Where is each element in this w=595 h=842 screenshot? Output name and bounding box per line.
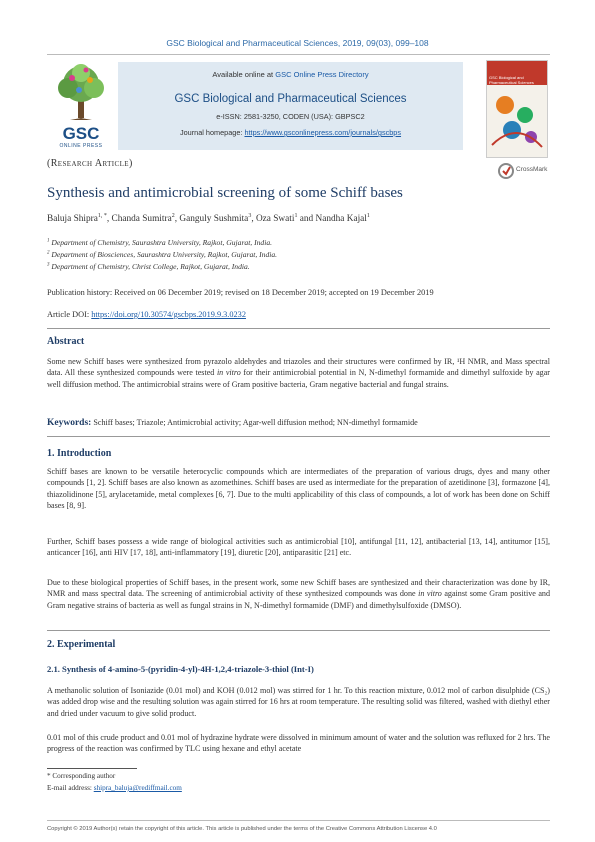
intro-paragraph: Schiff bases are known to be versatile heterocyclic compounds which are intermediates of the preparation of various drugs, dyes and many other compounds [1, 2]. Schiff bases are also known as azomethines. Schiff bases are used as intermediate for the preparation of azetidinone [3], formazone [4], thiazolidinone [5], arylacetamide, metal complexes [6, 7]. Due to the multi applicability of this class of compounds, a lot of work has been done on Schiff bases [8, 9]. — [47, 467, 550, 510]
running-header: GSC Biological and Pharmaceutical Sciences, 2019, 09(03), 099–108 — [166, 38, 429, 48]
author: Nandha Kajal — [315, 214, 367, 225]
intro-paragraph: Due to these biological properties of Schiff bases, in the present work, some new Schiff bases are synthesized and their characterization was done by IR, NMR and mass spectral data. The screening of antimicrobial activity of these synthesized compounds was done in vitro against some Gram positive and Gram negative strains of bacteria as well as fungal strains in N, N-dimethyl formamide (DMF) and dimethylsulfoxide (DMSO). — [47, 578, 551, 610]
article-type: (Research Article) — [47, 158, 133, 169]
article-title: Synthesis and antimicrobial screening of some Schiff bases — [47, 185, 403, 201]
author: Baluja Shipra — [47, 214, 98, 225]
email-address: E-mail address: shipra_baluja@rediffmail.com — [47, 784, 182, 792]
corresponding-author: * Corresponding author — [47, 772, 116, 780]
section-heading-introduction: 1. Introduction — [47, 448, 112, 459]
header-divider — [47, 54, 550, 55]
keywords-divider — [47, 436, 550, 437]
abstract-divider — [47, 328, 550, 329]
copyright-divider — [47, 820, 550, 821]
abstract-heading: Abstract — [47, 336, 85, 347]
logo-text: GSC — [62, 124, 100, 143]
author: Oza Swati — [255, 214, 295, 225]
available-online: Available online at GSC Online Press Directory — [212, 70, 369, 79]
journal-homepage: Journal homepage: https://www.gsconlinepress.com/journals/gscbps — [179, 128, 402, 137]
crossmark-label: CrossMark — [516, 166, 548, 173]
homepage-link[interactable]: https://www.gsconlinepress.com/journals/gscbps — [244, 128, 402, 137]
section-heading-experimental: 2. Experimental — [47, 639, 116, 650]
keywords: Keywords: Schiff bases; Triazole; Antimicrobial activity; Agar-well diffusion method; NN-dimethyl formamide — [47, 418, 418, 428]
journal-issn: e-ISSN: 2581-3250, CODEN (USA): GBPSC2 — [216, 112, 365, 121]
affiliation: $^3$ Department of Chemistry, Christ College, Rajkot, Gujarat, India. — [47, 262, 250, 271]
footnote-rule — [47, 768, 137, 769]
author: Chanda Sumitra — [111, 214, 172, 225]
cover-title: GSC Biological and Pharmaceutical Sciences — [487, 75, 547, 85]
doi-link[interactable]: https://doi.org/10.30574/gscbps.2019.9.3.0232 — [91, 310, 246, 319]
affiliation: $^2$ Department of Biosciences, Saurashtra University, Rajkot, Gujarat, India. — [47, 250, 278, 259]
affiliation: $^1$ Department of Chemistry, Saurashtra University, Rajkot, Gujarat, India. — [47, 238, 273, 247]
crossmark-badge[interactable] — [498, 160, 548, 187]
author-list: Baluja Shipra$^{1, *}$, Chanda Sumitra$^2$, Ganguly Sushmita$^3$, Oza Swati$^1$ and Nandha Kajal$^1$ — [47, 213, 370, 225]
journal-cover-thumbnail — [486, 60, 548, 158]
directory-link[interactable]: GSC Online Press Directory — [275, 70, 369, 79]
intro-paragraph: Further, Schiff bases possess a wide range of biological activities such as antimicrobial [10], antifungal [11, 12], antibacterial [13, 14], antitumor [15], anticancer [16], anti HIV [17, 18], anti-inflammatory [19], diuretic [20], antiparasitic [21] etc. — [47, 537, 550, 558]
subsection-heading: 2.1. Synthesis of 4-amino-5-(pyridin-4-yl)-4H-1,2,4-triazole-3-thiol (Int-I) — [47, 664, 314, 674]
author: Ganguly Sushmita — [179, 214, 249, 225]
experimental-paragraph: A methanolic solution of Isoniazide (0.01 mol) and KOH (0.012 mol) was stirred for 1 hr. To this reaction mixture, 0.012 mol of carbon disulphide (CS₂) was added drop wise and the resulting solution was again stirred for 16 hrs at room temperature. The resulting solid was filtered, washed with diethyl ether and dried under vacuum to give solid product. — [47, 686, 550, 718]
abstract-text: Some new Schiff bases were synthesized from pyrazolo aldehydes and triazoles and their structures were confirmed by IR, ¹H NMR, and Mass spectral data. All these synthesized compounds were tested in vitro for their antimicrobial potential in N, N-dimethyl formamide and dimethyl sulfoxide by agar well diffusion method. The antimicrobial strains were of Gram positive bacteria, Gram negative bacterial and fungal strains. — [47, 357, 550, 389]
publication-history: Publication history: Received on 06 December 2019; revised on 18 December 2019; accepted on 19 December 2019 — [47, 288, 434, 297]
email-link[interactable]: shipra_baluja@rediffmail.com — [93, 784, 182, 792]
copyright-notice: Copyright © 2019 Author(s) retain the copyright of this article. This article is published under the terms of the Creative Commons Attribution Liscense 4.0 — [47, 826, 437, 832]
experimental-paragraph: 0.01 mol of this crude product and 0.01 mol of hydrazine hydrate were dissolved in minimum amount of water and the solution was refluxed for 2 hrs. The progress of the reaction was confirmed by TLC using hexane and ethyl acetate — [47, 733, 550, 754]
logo-subtext: ONLINE PRESS — [59, 143, 103, 149]
section-divider — [47, 630, 550, 631]
journal-title: GSC Biological and Pharmaceutical Sciences — [174, 93, 407, 105]
gsc-logo — [48, 62, 114, 152]
article-doi: Article DOI: https://doi.org/10.30574/gscbps.2019.9.3.0232 — [47, 310, 246, 319]
